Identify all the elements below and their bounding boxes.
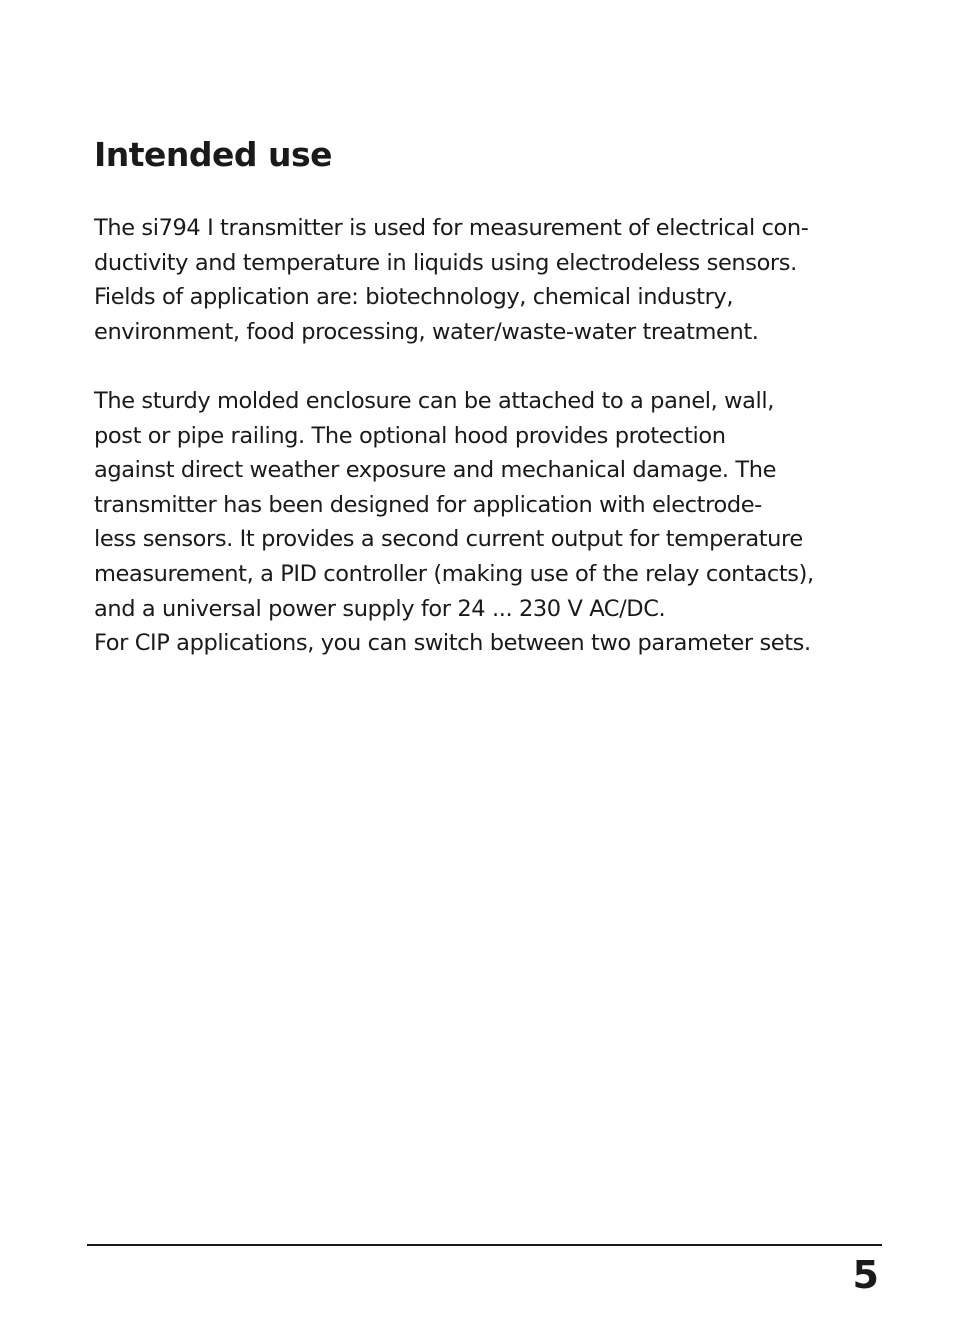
paragraph-intro xyxy=(94,211,809,349)
paragraph-line: environment, food processing, water/waste-water treatment. xyxy=(94,318,759,345)
paragraph-line: and a universal power supply for 24 ... 230 V AC/DC. xyxy=(94,595,666,622)
footer-divider xyxy=(87,1244,882,1246)
paragraph-line: post or pipe railing. The optional hood provides protection xyxy=(94,422,726,449)
paragraph-line: ductivity and temperature in liquids using electrodeless sensors. xyxy=(94,249,797,276)
paragraph-line: less sensors. It provides a second current output for temperature xyxy=(94,526,803,553)
paragraph-line: measurement, a PID controller (making use of the relay contacts), xyxy=(94,560,814,587)
paragraph-line: against direct weather exposure and mechanical damage. The xyxy=(94,457,777,484)
page-number: 5 xyxy=(852,1253,879,1297)
paragraph-line: The sturdy molded enclosure can be attached to a panel, wall, xyxy=(94,388,774,414)
paragraph-line: Fields of application are: biotechnology, chemical industry, xyxy=(94,284,734,311)
paragraph-enclosure xyxy=(94,384,814,661)
paragraph-line: transmitter has been designed for application with electrode- xyxy=(94,491,762,518)
paragraph-line: The si794 I transmitter is used for measurement of electrical con- xyxy=(94,215,809,241)
page-title: Intended use xyxy=(94,135,333,174)
paragraph-line: For CIP applications, you can switch between two parameter sets. xyxy=(94,630,811,657)
